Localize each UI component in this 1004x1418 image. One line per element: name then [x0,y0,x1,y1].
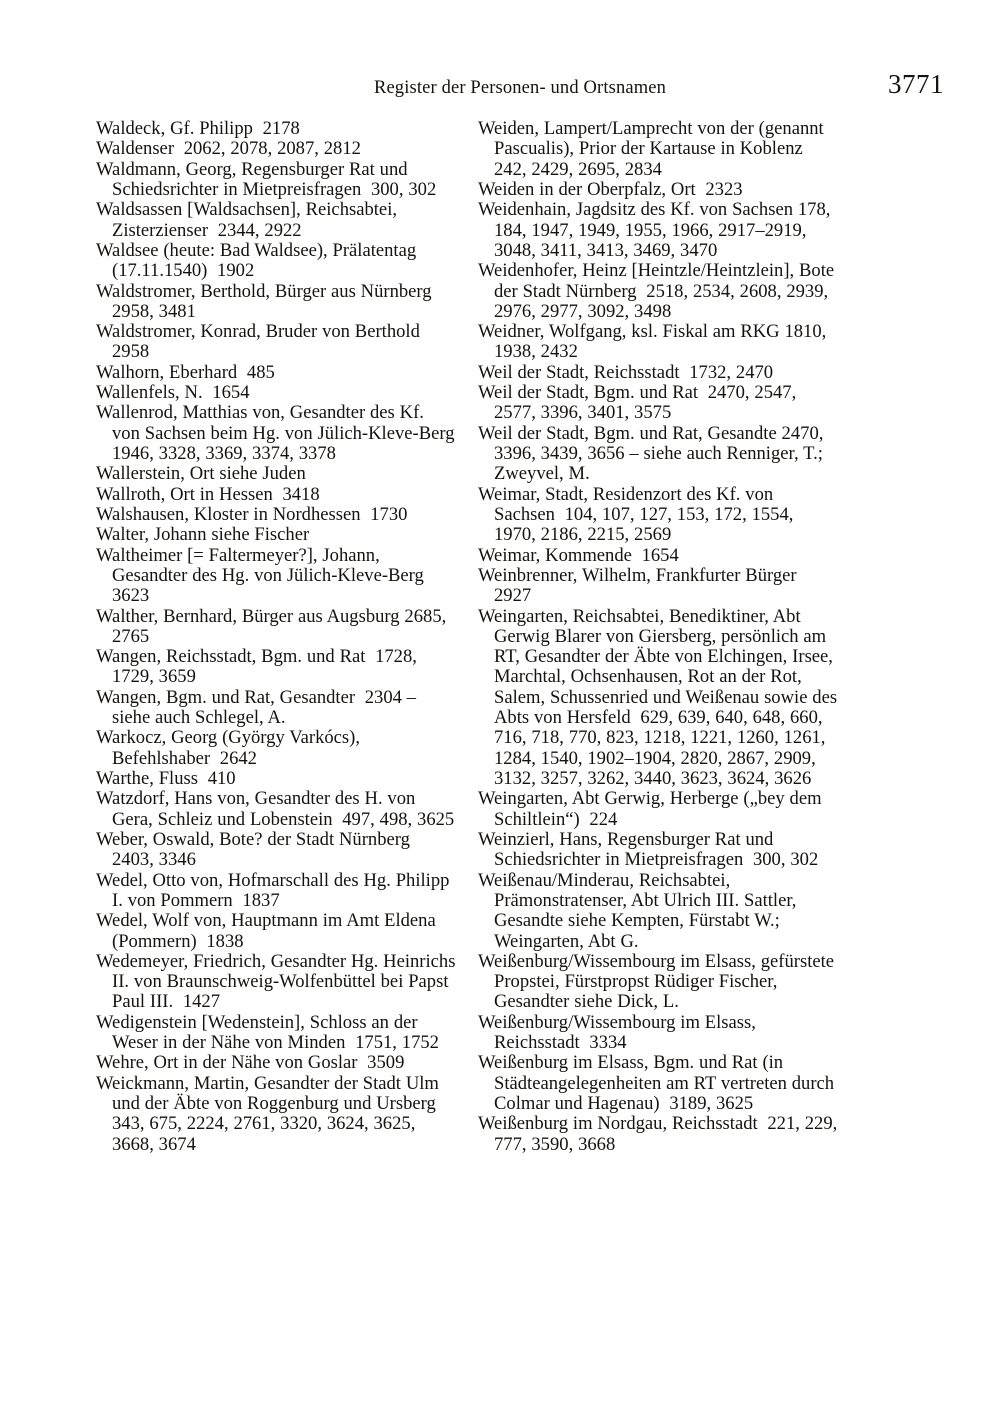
index-entry: Waldstromer, Konrad, Bruder von Berthold 2958 [96,321,425,363]
index-column-left [96,118,465,1155]
index-entry: Weimar, Stadt, Residenzort des Kf. von Sachsen 104, 107, 127, 153, 172, 1554, 1970, 2186, 2215, 2569 [478,483,799,546]
index-entry: Waldenser 2062, 2078, 2087, 2812 [96,138,361,160]
index-entry: Weidenhofer, Heinz [Heintzle/Heintzlein], Bote der Stadt Nürnberg 2518, 2534, 2608, 2939, 2976, 2977, 3092, 3498 [478,260,840,322]
index-entry: Waldsee (heute: Bad Waldsee), Prälatentag (17.11.1540) 1902 [96,239,422,282]
index-entry: Wallenrod, Matthias von, Gesandter des Kf. von Sachsen beim Hg. von Jülich-Kleve-Berg 1946, 3328, 3369, 3374, 3378 [96,402,465,464]
index-entry: Weiden, Lampert/Lamprecht von der (genannt Pascualis), Prior der Kartause in Koblenz 242, 2429, 2695, 2834 [478,118,829,180]
index-entry: Weil der Stadt, Bgm. und Rat, Gesandte 2470, 3396, 3439, 3656 – siehe auch Renniger, T.; Zweyvel, M. [478,422,829,485]
index-entry: Weickmann, Martin, Gesandter der Stadt Ulm und der Äbte von Roggenburg und Ursberg 343, 675, 2224, 2761, 3320, 3624, 3625, 3668, 3674 [96,1072,446,1155]
index-entry: Wedigenstein [Wedenstein], Schloss an der Weser in der Nähe von Minden 1751, 1752 [96,1011,439,1054]
index-entry: Weimar, Kommende 1654 [478,544,679,566]
index-entry: Walshausen, Kloster in Nordhessen 1730 [96,503,408,525]
index-entry: Waldstromer, Berthold, Bürger aus Nürnberg 2958, 3481 [96,280,437,322]
index-entry: Walter, Johann siehe Fischer [96,524,310,546]
index-entry: Walhorn, Eberhard 485 [96,361,275,383]
index-entry: Waldmann, Georg, Regensburger Rat und Schiedsrichter in Mietpreisfragen 300, 302 [96,158,437,200]
index-entry: Waltheimer [= Faltermeyer?], Johann, Gesandter des Hg. von Jülich-Kleve-Berg 3623 [96,544,429,607]
index-entry: Weißenburg im Nordgau, Reichsstadt 221, 229, 777, 3590, 3668 [478,1113,843,1155]
running-head [96,69,944,104]
index-entry: Weingarten, Reichsabtei, Benediktiner, Abt Gerwig Blarer von Giersberg, persönlich am RT, Gesandter der Äbte von Elchingen, Irsee, Marchtal, Ochsenhausen, Rot an der Rot, Salem, Schussenried und Weißenau sowie des Abts von Hersfeld 629, 639, 640, 648, 660, 716, 718, 770, 823, 1218, 1221, 1260, 1261, 1284, 1540, 1902–1904, 2820, 2867, 2909, 3132, 3257, 3262, 3440, 3623, 3624, 3626 [478,605,841,789]
index-entry: Weil der Stadt, Bgm. und Rat 2470, 2547, 2577, 3396, 3401, 3575 [478,382,802,424]
index-entry: Watzdorf, Hans von, Gesandter des H. von Gera, Schleiz und Lobenstein 497, 498, 3625 [96,788,455,830]
index-entry: Weißenburg im Elsass, Bgm. und Rat (in Städteangelegenheiten am RT vertreten durch Colmar und Hagenau) 3189, 3625 [478,1052,839,1114]
index-entry: Weißenau/Minderau, Reichsabtei, Prämonstratenser, Abt Ulrich III. Sattler, Gesandte siehe Kempten, Fürstabt W.; Weingarten, Abt G. [478,869,802,952]
index-entry: Weinzierl, Hans, Regensburger Rat und Schiedsrichter in Mietpreisfragen 300, 302 [478,828,819,871]
index-entry: Wallerstein, Ort siehe Juden [96,463,306,485]
index-entry: Wedel, Otto von, Hofmarschall des Hg. Philipp I. von Pommern 1837 [96,869,455,911]
index-entry: Waldeck, Gf. Philipp 2178 [96,118,300,139]
index-entry: Waldsassen [Waldsachsen], Reichsabtei, Zisterzienser 2344, 2922 [96,199,402,241]
index-entry: Wedemeyer, Friedrich, Gesandter Hg. Heinrichs II. von Braunschweig-Wolfenbüttel bei Papst Paul III. 1427 [96,950,461,1013]
index-entry: Wallenfels, N. 1654 [96,382,250,404]
index-entry: Weidenhain, Jagdsitz des Kf. von Sachsen 178, 184, 1947, 1949, 1955, 1966, 2917–2919, 3048, 3411, 3413, 3469, 3470 [478,199,836,261]
index-entry: Weiden in der Oberpfalz, Ort 2323 [478,178,743,200]
index-column-right [478,118,843,1155]
index-entry: Warkocz, Georg (György Varkócs), Befehlshaber 2642 [96,727,365,769]
index-entry: Wallroth, Ort in Hessen 3418 [96,483,320,505]
index-entry: Walther, Bernhard, Bürger aus Augsburg 2685, 2765 [96,605,452,647]
running-head-title: Register der Personen- und Ortsnamen [373,78,667,98]
index-entry: Weber, Oswald, Bote? der Stadt Nürnberg 2403, 3346 [96,828,415,871]
index-entry: Warthe, Fluss 410 [96,768,236,789]
index-entry: Weidner, Wolfgang, ksl. Fiskal am RKG 1810, 1938, 2432 [478,321,832,363]
page-number: 3771 [888,69,944,99]
index-entry: Wehre, Ort in der Nähe von Goslar 3509 [96,1052,405,1074]
index-entry: Weingarten, Abt Gerwig, Herberge („bey dem Schiltlein“) 224 [478,788,827,830]
index-entry: Weißenburg/Wissembourg im Elsass, Reichsstadt 3334 [478,1011,761,1054]
index-entry: Wedel, Wolf von, Hauptmann im Amt Eldena (Pommern) 1838 [96,910,441,952]
index-entry: Wangen, Reichsstadt, Bgm. und Rat 1728, 1729, 3659 [96,646,422,688]
index-entry: Weinbrenner, Wilhelm, Frankfurter Bürger 2927 [478,564,802,607]
index-entry: Weil der Stadt, Reichsstadt 1732, 2470 [478,361,774,383]
index-entry: Weißenburg/Wissembourg im Elsass, gefürstete Propstei, Fürstpropst Rüdiger Fischer, Gesandter siehe Dick, L. [478,950,839,1013]
index-entry: Wangen, Bgm. und Rat, Gesandter 2304 – siehe auch Schlegel, A. [96,686,421,729]
